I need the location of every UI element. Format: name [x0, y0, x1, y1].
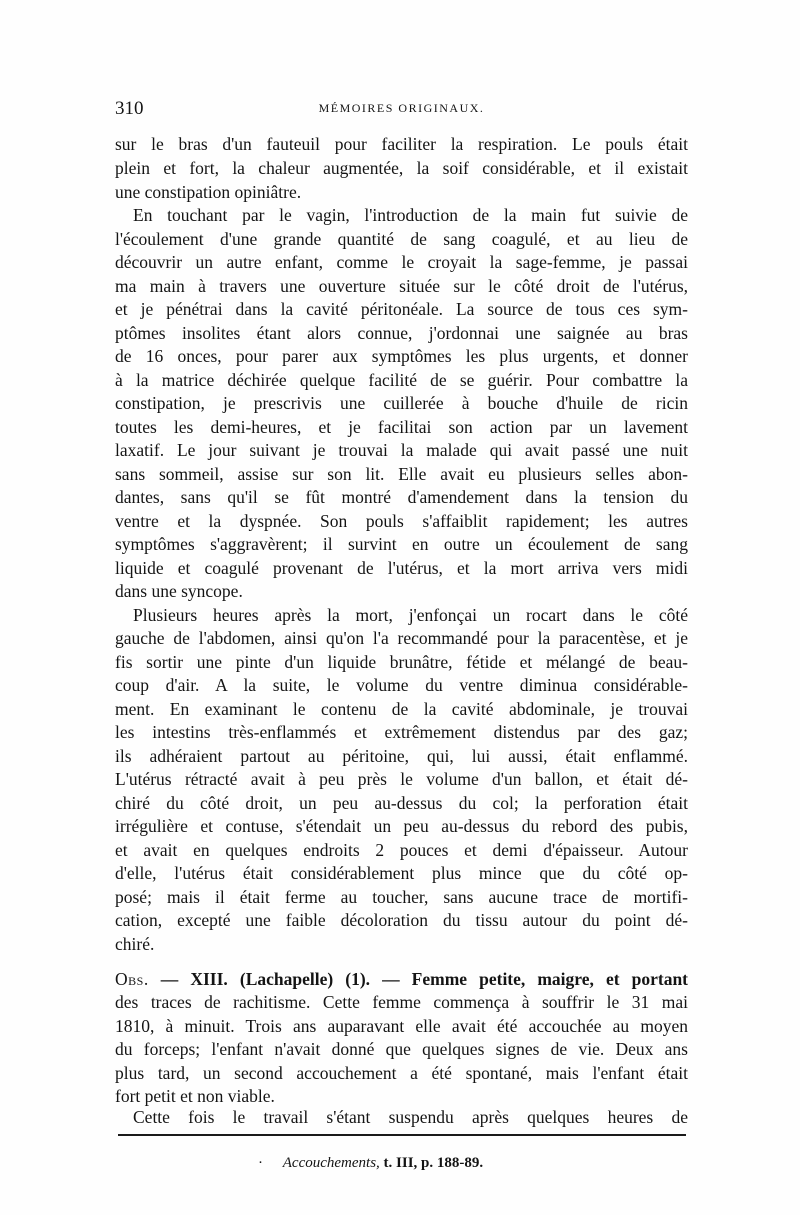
text-line: ils adhéraient partout au péritoine, qui, lui aussi, était enflammé.: [115, 746, 688, 766]
text-line: plus tard, un second accouchement a été spontané, mais l'enfant était: [115, 1063, 688, 1083]
text-line: de 16 onces, pour parer aux symptômes les plus urgents, et donner: [115, 346, 688, 366]
text-line: En touchant par le vagin, l'introduction de la main fut suivie de: [133, 205, 688, 225]
text-line: gauche de l'abdomen, ainsi qu'on l'a recommandé pour la paracentèse, et je: [115, 628, 688, 648]
text-line: fis sortir une pinte d'un liquide brunâtre, fétide et mélangé de beau-: [115, 652, 688, 672]
text-line: symptômes s'aggravèrent; il survint en outre un écoulement de sang: [115, 534, 688, 554]
text-line: fort petit et non viable.: [115, 1086, 275, 1106]
observation-heading: [115, 967, 688, 991]
obs-title: — XIII. (Lachapelle) (1). — Femme petite, maigre, et portant: [160, 969, 688, 989]
page-number: 310: [115, 98, 144, 119]
text-line: une constipation opiniâtre.: [115, 182, 302, 202]
text-line: laxatif. Le jour suivant je trouvai la malade qui avait passé une nuit: [115, 440, 688, 460]
text-line: sans sommeil, assise sur son lit. Elle avait eu plusieurs selles abon-: [115, 464, 688, 484]
text-line: constipation, je prescrivis une cuillerée à bouche d'huile de ricin: [115, 393, 688, 413]
text-line: du forceps; l'enfant n'avait donné que quelques signes de vie. Deux ans: [115, 1039, 688, 1059]
text-line: des traces de rachitisme. Cette femme commença à souffrir le 31 mai: [115, 992, 688, 1012]
text-line: découvrir un autre enfant, comme le croyait la sage-femme, je passai: [115, 252, 688, 272]
footnote-bullet: ·: [258, 1155, 263, 1171]
obs-label: Obs.: [115, 969, 149, 989]
text-line: 1810, à minuit. Trois ans auparavant elle avait été accouchée au moyen: [115, 1016, 688, 1036]
text-line: L'utérus rétracté avait à peu près le volume d'un ballon, et était dé-: [115, 769, 688, 789]
text-line: chiré.: [115, 934, 155, 954]
text-line: irrégulière et contuse, s'étendait un peu au-dessus du rebord des pubis,: [115, 816, 688, 836]
text-line: ventre et la dyspnée. Son pouls s'affaiblit rapidement; les autres: [115, 511, 688, 531]
text-line: les intestins très-enflammés et extrêmement distendus par des gaz;: [115, 722, 688, 742]
text-line: ment. En examinant le contenu de la cavité abdominale, je trouvai: [115, 699, 688, 719]
footnote-ref-pages: t. III, p. 188-89.: [383, 1155, 484, 1171]
text-line: toutes les demi-heures, et je facilitai son action par un lavement: [115, 417, 688, 437]
text-line: posé; mais il était ferme au toucher, sans aucune trace de mortifi-: [115, 887, 688, 907]
text-line: ma main à travers une ouverture située sur le côté droit de l'utérus,: [115, 276, 688, 296]
running-title: MÉMOIRES ORIGINAUX.: [318, 101, 485, 115]
text-line: sur le bras d'un fauteuil pour faciliter la respiration. Le pouls était: [115, 134, 688, 154]
text-line: à la matrice déchirée quelque facilité de se guérir. Pour combattre la: [115, 370, 688, 390]
text-line: coup d'air. A la suite, le volume du ventre diminua considérable-: [115, 675, 688, 695]
footnote: [258, 1155, 483, 1172]
text-line: ptômes insolites étant alors connue, j'ordonnai une saignée au bras: [115, 323, 688, 343]
text-line: d'elle, l'utérus était considérablement plus mince que du côté op-: [115, 863, 688, 883]
text-line: cation, excepté une faible décoloration du tissu autour du point dé-: [115, 910, 688, 930]
text-line: liquide et coagulé provenant de l'utérus, et la mort arriva vers midi: [115, 558, 688, 578]
text-line: Plusieurs heures après la mort, j'enfonçai un rocart dans le côté: [133, 605, 688, 625]
page-header: [115, 98, 688, 122]
text-line: et avait en quelques endroits 2 pouces et demi d'épaisseur. Autour: [115, 840, 688, 860]
text-line: Cette fois le travail s'étant suspendu après quelques heures de: [133, 1107, 688, 1127]
text-line: dantes, sans qu'il se fût montré d'amendement dans la tension du: [115, 487, 688, 507]
text-line: et je pénétrai dans la cavité péritonéale. La source de tous ces sym-: [115, 299, 688, 319]
text-line: dans une syncope.: [115, 581, 243, 601]
footnote-rule: [118, 1134, 686, 1136]
footnote-ref-title: Accouchements,: [282, 1155, 380, 1171]
text-line: plein et fort, la chaleur augmentée, la soif considérable, et il existait: [115, 158, 688, 178]
text-line: chiré du côté droit, un peu au-dessus du col; la perforation était: [115, 793, 688, 813]
text-line: l'écoulement d'une grande quantité de sang coagulé, et au lieu de: [115, 229, 688, 249]
